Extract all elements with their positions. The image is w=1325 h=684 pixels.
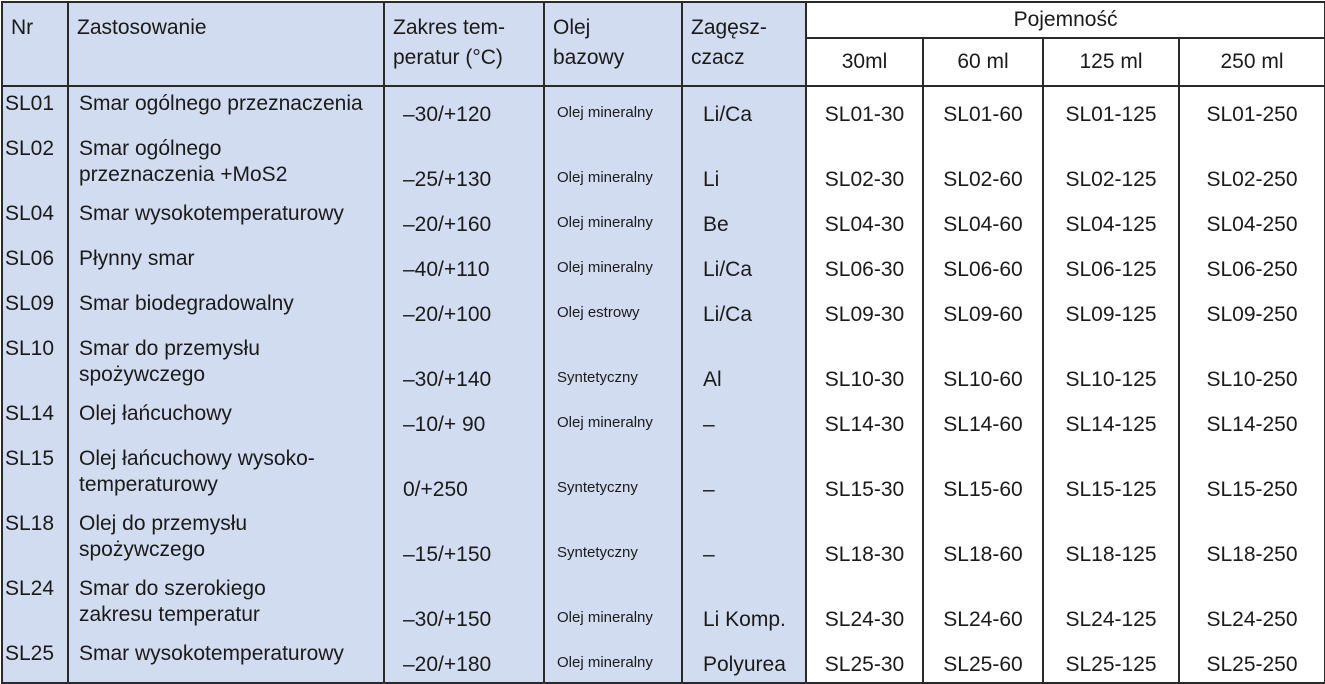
- application-line: spożywczego: [79, 363, 206, 386]
- header-temperature-line2: peratur (°C): [393, 46, 503, 69]
- product-code: SL09-30: [806, 287, 923, 332]
- thickener: Al: [682, 332, 806, 397]
- product-code: SL18-250: [1179, 507, 1325, 572]
- product-code: SL14-60: [923, 397, 1043, 442]
- base-oil: Olej mineralny: [544, 132, 682, 197]
- table-body: [2, 86, 1325, 683]
- thickener: –: [682, 442, 806, 507]
- application-line: Smar wysokotemperaturowy: [79, 642, 344, 665]
- lubricant-table: [1, 1, 1325, 684]
- base-oil: Olej mineralny: [544, 637, 682, 683]
- table-row: [2, 637, 1325, 683]
- base-oil: Olej mineralny: [544, 397, 682, 442]
- product-code: SL06-250: [1179, 242, 1325, 287]
- header-thickener-line1: Zagęsz-: [691, 16, 767, 39]
- product-number: SL10: [2, 332, 68, 397]
- thickener: –: [682, 397, 806, 442]
- header-base-oil-line1: Olej: [553, 16, 591, 39]
- temperature-range: –40/+110: [384, 242, 544, 287]
- base-oil: Olej estrowy: [544, 287, 682, 332]
- temperature-range: –20/+100: [384, 287, 544, 332]
- product-code: SL25-60: [923, 637, 1043, 683]
- product-code: SL15-60: [923, 442, 1043, 507]
- header-temperature-line1: Zakres tem-: [393, 16, 506, 39]
- product-code: SL06-125: [1043, 242, 1179, 287]
- product-code: SL24-60: [923, 572, 1043, 637]
- header-thickener: [682, 2, 806, 86]
- header-volume-60: 60 ml: [923, 38, 1043, 86]
- product-code: SL25-125: [1043, 637, 1179, 683]
- product-number: SL15: [2, 442, 68, 507]
- table-row: [2, 197, 1325, 242]
- header-base-oil: [544, 2, 682, 86]
- product-code: SL04-60: [923, 197, 1043, 242]
- product-code: SL18-30: [806, 507, 923, 572]
- thickener: Be: [682, 197, 806, 242]
- temperature-range: –20/+160: [384, 197, 544, 242]
- application-line: Płynny smar: [79, 247, 195, 270]
- product-number: SL01: [2, 86, 68, 132]
- thickener: –: [682, 507, 806, 572]
- application-cell: [68, 197, 384, 242]
- product-code: SL10-60: [923, 332, 1043, 397]
- thickener: Li/Ca: [682, 287, 806, 332]
- product-number: SL24: [2, 572, 68, 637]
- base-oil: Olej mineralny: [544, 197, 682, 242]
- header-application: Zastosowanie: [68, 2, 384, 86]
- application-line: przeznaczenia +MoS2: [79, 163, 288, 186]
- application-line: Smar do przemysłu: [79, 337, 260, 360]
- product-number: SL18: [2, 507, 68, 572]
- application-line: Olej łańcuchowy wysoko-: [79, 447, 315, 470]
- header-base-oil-line2: bazowy: [553, 46, 625, 69]
- temperature-range: –25/+130: [384, 132, 544, 197]
- product-code: SL09-60: [923, 287, 1043, 332]
- temperature-range: –15/+150: [384, 507, 544, 572]
- application-line: spożywczego: [79, 538, 206, 561]
- application-line: Smar ogólnego przeznaczenia: [79, 92, 363, 115]
- product-code: SL01-250: [1179, 86, 1325, 132]
- base-oil: Olej mineralny: [544, 86, 682, 132]
- application-line: Olej do przemysłu: [79, 512, 248, 535]
- application-line: temperaturowy: [79, 473, 218, 496]
- product-code: SL01-30: [806, 86, 923, 132]
- application-cell: [68, 332, 384, 397]
- base-oil: Syntetyczny: [544, 332, 682, 397]
- table-row: [2, 397, 1325, 442]
- application-cell: [68, 507, 384, 572]
- application-line: Smar ogólnego: [79, 137, 222, 160]
- product-number: SL14: [2, 397, 68, 442]
- product-code: SL04-250: [1179, 197, 1325, 242]
- table-row: [2, 242, 1325, 287]
- product-code: SL14-30: [806, 397, 923, 442]
- header-temperature: [384, 2, 544, 86]
- application-line: Smar wysokotemperaturowy: [79, 202, 344, 225]
- application-line: zakresu temperatur: [79, 603, 260, 626]
- header-volume-250: 250 ml: [1179, 38, 1325, 86]
- table-row: [2, 442, 1325, 507]
- temperature-range: –20/+180: [384, 637, 544, 683]
- product-code: SL02-125: [1043, 132, 1179, 197]
- product-code: SL09-250: [1179, 287, 1325, 332]
- product-code: SL15-250: [1179, 442, 1325, 507]
- temperature-range: –30/+140: [384, 332, 544, 397]
- table-row: [2, 507, 1325, 572]
- application-cell: [68, 86, 384, 132]
- product-code: SL24-125: [1043, 572, 1179, 637]
- header-thickener-line2: czacz: [691, 46, 745, 69]
- table-row: [2, 572, 1325, 637]
- application-cell: [68, 242, 384, 287]
- application-cell: [68, 637, 384, 683]
- application-line: Olej łańcuchowy: [79, 402, 232, 425]
- header-volume-125: 125 ml: [1043, 38, 1179, 86]
- table-row: [2, 332, 1325, 397]
- product-code: SL01-125: [1043, 86, 1179, 132]
- product-code: SL04-125: [1043, 197, 1179, 242]
- product-number: SL02: [2, 132, 68, 197]
- table-row: [2, 86, 1325, 132]
- product-code: SL02-60: [923, 132, 1043, 197]
- product-code: SL02-250: [1179, 132, 1325, 197]
- temperature-range: –10/+ 90: [384, 397, 544, 442]
- product-code: SL06-60: [923, 242, 1043, 287]
- application-cell: [68, 572, 384, 637]
- product-number: SL06: [2, 242, 68, 287]
- header-volume-30: 30ml: [806, 38, 923, 86]
- product-number: SL09: [2, 287, 68, 332]
- product-code: SL24-250: [1179, 572, 1325, 637]
- application-line: Smar biodegradowalny: [79, 292, 294, 315]
- base-oil: Olej mineralny: [544, 572, 682, 637]
- header-nr: Nr: [2, 2, 68, 86]
- product-code: SL10-125: [1043, 332, 1179, 397]
- thickener: Polyurea: [682, 637, 806, 683]
- product-code: SL10-250: [1179, 332, 1325, 397]
- product-code: SL24-30: [806, 572, 923, 637]
- product-code: SL09-125: [1043, 287, 1179, 332]
- application-line: Smar do szerokiego: [79, 577, 266, 600]
- thickener: Li Komp.: [682, 572, 806, 637]
- temperature-range: –30/+120: [384, 86, 544, 132]
- table-header: [2, 2, 1325, 86]
- product-code: SL06-30: [806, 242, 923, 287]
- application-cell: [68, 287, 384, 332]
- product-code: SL25-30: [806, 637, 923, 683]
- product-number: SL04: [2, 197, 68, 242]
- product-code: SL18-125: [1043, 507, 1179, 572]
- base-oil: Syntetyczny: [544, 442, 682, 507]
- application-cell: [68, 397, 384, 442]
- product-code: SL14-125: [1043, 397, 1179, 442]
- header-capacity: Pojemność: [806, 2, 1325, 38]
- product-code: SL18-60: [923, 507, 1043, 572]
- product-code: SL15-125: [1043, 442, 1179, 507]
- thickener: Li/Ca: [682, 242, 806, 287]
- product-number: SL25: [2, 637, 68, 683]
- thickener: Li: [682, 132, 806, 197]
- temperature-range: 0/+250: [384, 442, 544, 507]
- temperature-range: –30/+150: [384, 572, 544, 637]
- thickener: Li/Ca: [682, 86, 806, 132]
- product-code: SL01-60: [923, 86, 1043, 132]
- base-oil: Olej mineralny: [544, 242, 682, 287]
- product-code: SL10-30: [806, 332, 923, 397]
- application-cell: [68, 442, 384, 507]
- table-row: [2, 287, 1325, 332]
- product-code: SL02-30: [806, 132, 923, 197]
- base-oil: Syntetyczny: [544, 507, 682, 572]
- product-code: SL15-30: [806, 442, 923, 507]
- application-cell: [68, 132, 384, 197]
- product-code: SL14-250: [1179, 397, 1325, 442]
- product-code: SL04-30: [806, 197, 923, 242]
- product-code: SL25-250: [1179, 637, 1325, 683]
- table-row: [2, 132, 1325, 197]
